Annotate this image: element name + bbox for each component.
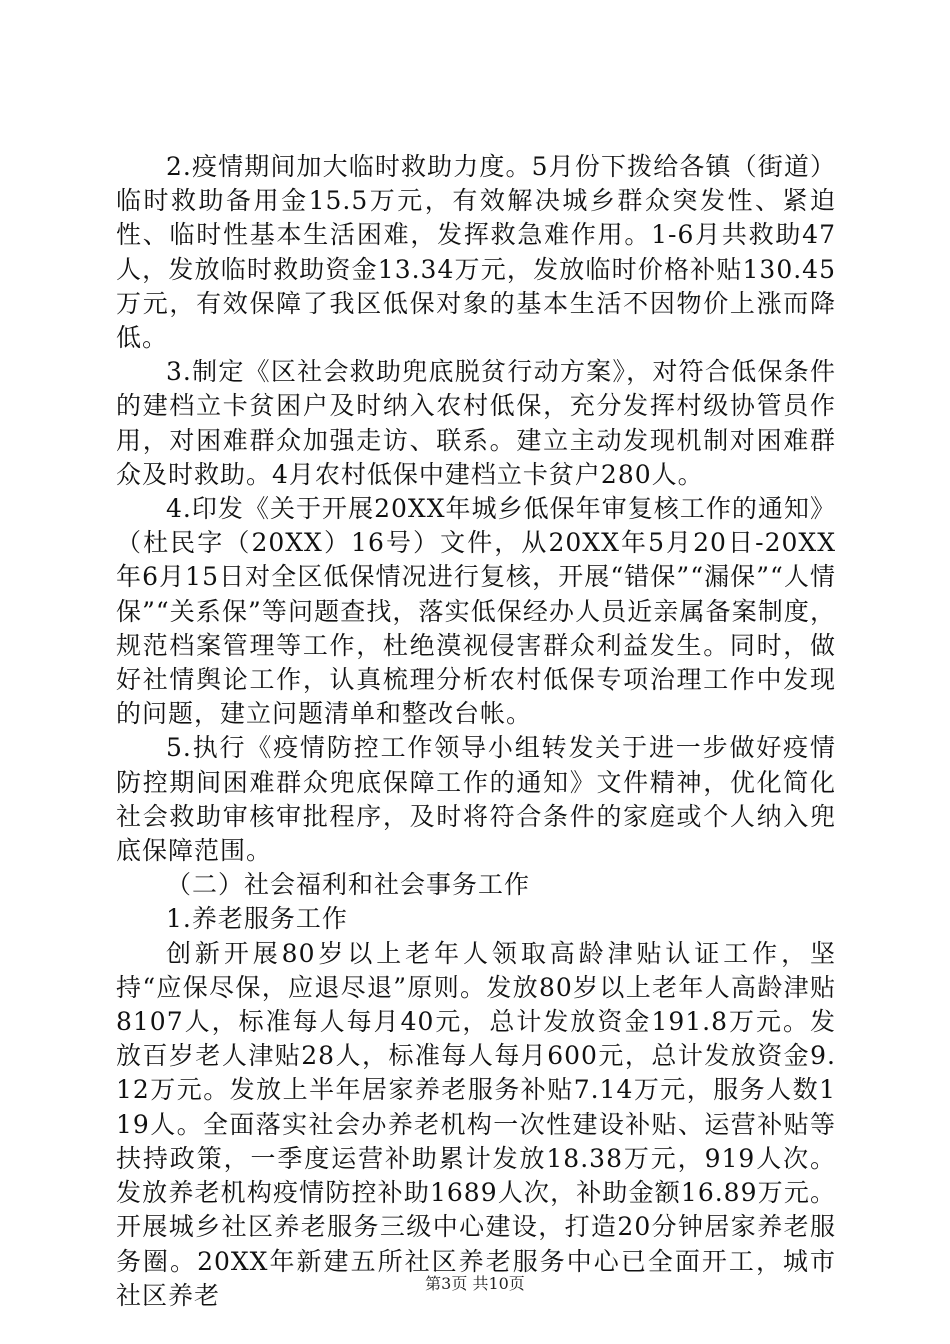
page-number: 第3页 共10页	[425, 1274, 525, 1293]
paragraph-epidemic-guarantee: 5.执行《疫情防控工作领导小组转发关于进一步做好疫情防控期间困难群众兜底保障工作的通知》文件精神，优化简化社会救助审核审批程序，及时将符合条件的家庭或个人纳入兜底保障范围。	[116, 733, 836, 866]
sub-heading: 1.养老服务工作	[166, 904, 348, 934]
document-body	[116, 150, 836, 1313]
page-footer	[0, 1271, 950, 1294]
paragraph-annual-review: 4.印发《关于开展20XX年城乡低保年审复核工作的通知》（杜民字（20XX）16号）文件，从20XX年5月20日-20XX年6月15日对全区低保情况进行复核，开展“错保”“漏保”“人情保”“关系保”等问题查找，落实低保经办人员近亲属备案制度，规范档案管理等工作，杜绝漠视侵害群众利益发生。同时，做好社情舆论工作，认真梳理分析农村低保专项治理工作中发现的问题，建立问题清单和整改台帐。	[116, 494, 836, 729]
paragraph-elderly-services: 创新开展80岁以上老年人领取高龄津贴认证工作，坚持“应保尽保，应退尽退”原则。发放80岁以上老年人高龄津贴8107人，标准每人每月40元，总计发放资金191.8万元。发放百岁老人津贴28人，标准每人每月600元，总计发放资金9.12万元。发放上半年居家养老服务补贴7.14万元，服务人数119人。全面落实社会办养老机构一次性建设补贴、运营补贴等扶持政策，一季度运营补助累计发放18.38万元，919人次。发放养老机构疫情防控补助1689人次，补助金额16.89万元。开展城乡社区养老服务三级中心建设，打造20分钟居家养老服务圈。20XX年新建五所社区养老服务中心已全面开工，城市社区养老	[116, 938, 836, 1310]
paragraph-temporary-relief: 2.疫情期间加大临时救助力度。5月份下拨给各镇（街道）临时救助备用金15.5万元，有效解决城乡群众突发性、紧迫性、临时性基本生活困难，发挥救急难作用。1-6月共救助47人，发放临时救助资金13.34万元，发放临时价格补贴130.45万元，有效保障了我区低保对象的基本生活不因物价上涨而降低。	[116, 152, 836, 353]
paragraph-poverty-plan: 3.制定《区社会救助兜底脱贫行动方案》，对符合低保条件的建档立卡贫困户及时纳入农村低保，充分发挥村级协管员作用，对困难群众加强走访、联系。建立主动发现机制对困难群众及时救助。4月农村低保中建档立卡贫户280人。	[116, 357, 836, 489]
section-heading: （二）社会福利和社会事务工作	[166, 870, 531, 900]
